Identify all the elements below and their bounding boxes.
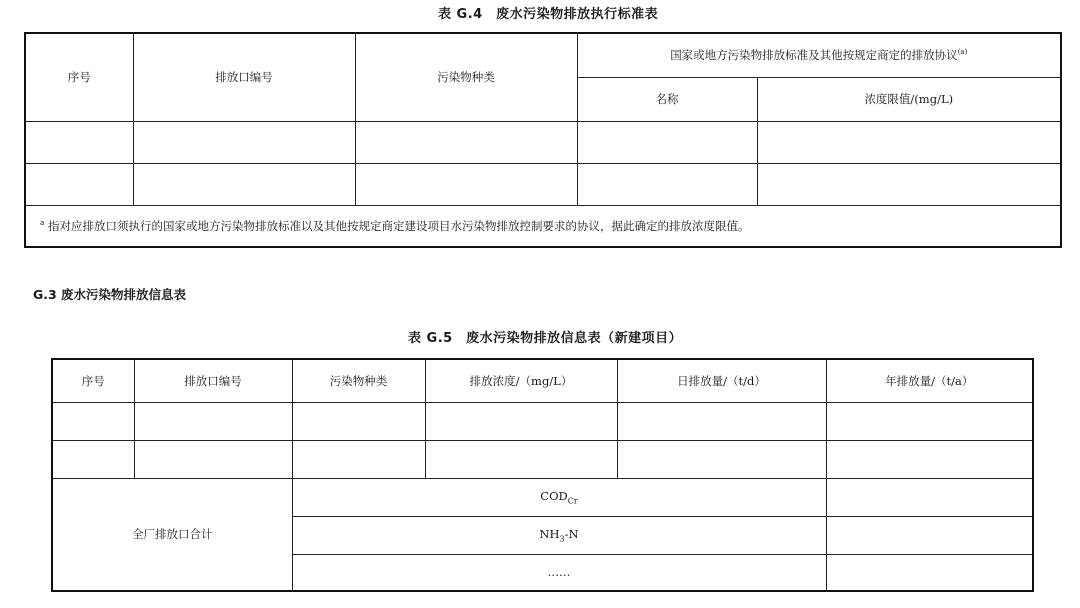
table-cell: [826, 402, 1033, 440]
header-standard-group: [577, 33, 1061, 77]
table-row: [25, 163, 1061, 205]
total-row: [52, 478, 1033, 516]
table-cell: [355, 121, 577, 163]
table-cell: [826, 554, 1033, 591]
header-annual-emission: 年排放量/（t/a）: [826, 359, 1033, 402]
header-outlet-id: 排放口编号: [133, 33, 355, 121]
header-concentration-limit: 浓度限值/(mg/L): [757, 77, 1061, 121]
table-g4: [24, 32, 1062, 248]
table-cell: [134, 402, 292, 440]
table-row: [52, 402, 1033, 440]
pollutant-suffix: -N: [564, 526, 579, 541]
header-pollutant-type: 污染物种类: [355, 33, 577, 121]
table-cell: [577, 163, 757, 205]
table-cell: [617, 440, 826, 478]
table-cell: [826, 440, 1033, 478]
section-g3-title: G.3 废水污染物排放信息表: [33, 287, 187, 302]
footnote-text: 指对应排放口须执行的国家或地方污染物排放标准以及其他按规定商定建设项目水污染物排放控制要求的协议，据此确定的排放浓度限值。: [47, 218, 750, 233]
table-g5: [51, 358, 1034, 592]
footnote-mark: a: [40, 218, 45, 227]
table-cell: [25, 121, 133, 163]
table-cell: [52, 440, 134, 478]
table-cell: [52, 402, 134, 440]
table-cell: [757, 163, 1061, 205]
header-seq: 序号: [52, 359, 134, 402]
table-row: [52, 440, 1033, 478]
pollutant-subscript: Cr: [567, 496, 578, 506]
header-standard-group-text: 国家或地方污染物排放标准及其他按规定商定的排放协议: [670, 48, 958, 63]
total-pollutant-ellipsis: [292, 554, 826, 591]
table-cell: [134, 440, 292, 478]
table-row: [25, 121, 1061, 163]
header-seq: 序号: [25, 33, 133, 121]
pollutant-base: COD: [540, 488, 568, 503]
table-cell: [133, 163, 355, 205]
footnote-mark: (a): [957, 48, 968, 57]
table-cell: [133, 121, 355, 163]
header-daily-emission: 日排放量/（t/d）: [617, 359, 826, 402]
table-cell: [425, 402, 617, 440]
table-g5-caption: 表 G.5 废水污染物排放信息表（新建项目）: [408, 331, 683, 346]
total-label: 全厂排放口合计: [52, 478, 292, 591]
header-outlet-id: 排放口编号: [134, 359, 292, 402]
total-pollutant-nh3n: [292, 516, 826, 554]
table-cell: [757, 121, 1061, 163]
table-cell: [355, 163, 577, 205]
table-cell: [425, 440, 617, 478]
pollutant-base: ……: [547, 565, 571, 580]
table-cell: [25, 163, 133, 205]
table-cell: [826, 516, 1033, 554]
table-footnote: [25, 205, 1061, 247]
table-cell: [826, 478, 1033, 516]
table-g4-caption: 表 G.4 废水污染物排放执行标准表: [438, 7, 659, 22]
table-cell: [292, 402, 425, 440]
pollutant-base: NH: [539, 526, 560, 541]
table-cell: [292, 440, 425, 478]
table-cell: [617, 402, 826, 440]
total-pollutant-cod: [292, 478, 826, 516]
table-cell: [577, 121, 757, 163]
header-pollutant-type: 污染物种类: [292, 359, 425, 402]
pollutant-subscript: 3: [559, 534, 565, 544]
header-concentration: 排放浓度/（mg/L）: [425, 359, 617, 402]
header-standard-name: 名称: [577, 77, 757, 121]
